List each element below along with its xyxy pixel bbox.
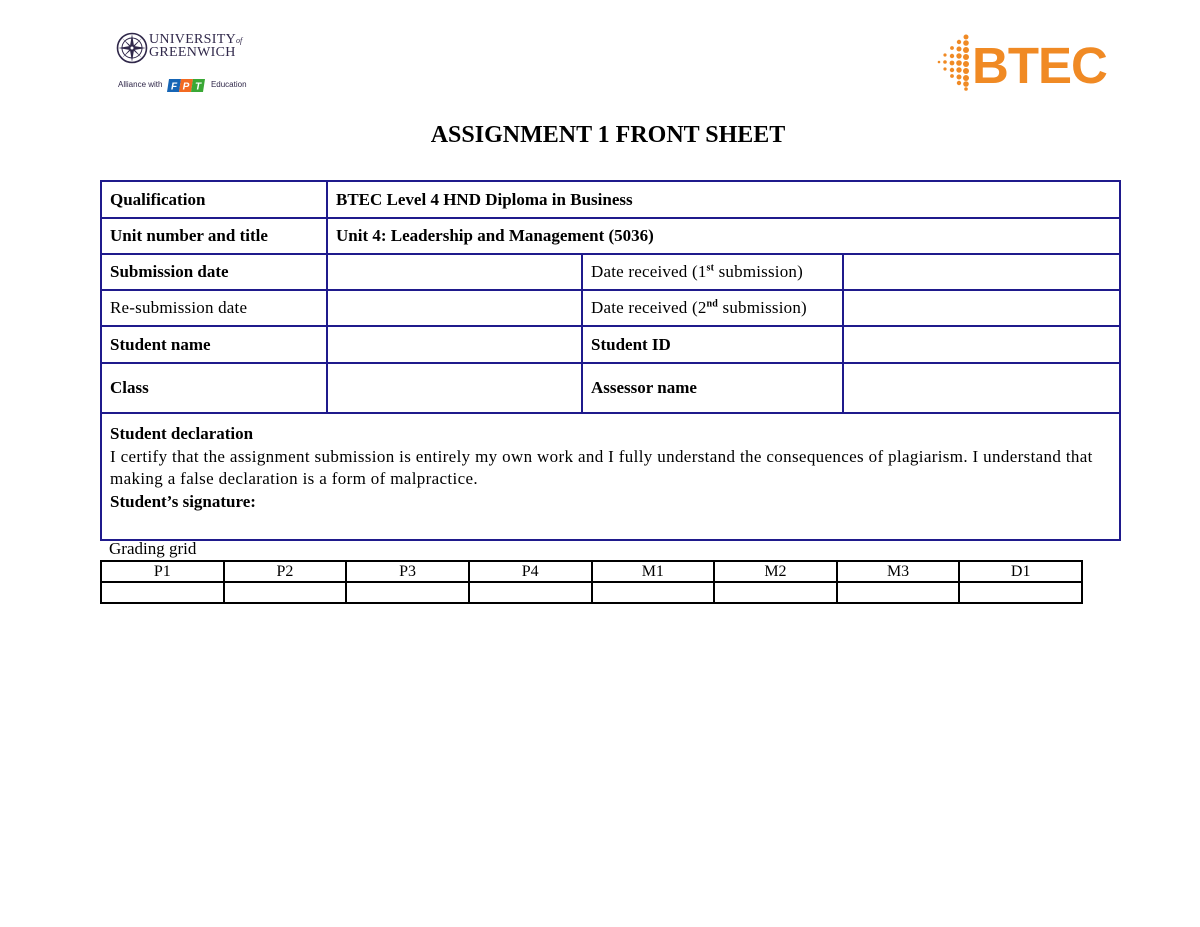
grade-header-p2: P2: [224, 561, 347, 582]
svg-text:P: P: [182, 81, 190, 92]
submission-date-field[interactable]: [327, 254, 582, 290]
grade-header-m2: M2: [714, 561, 837, 582]
fpt-logo-icon: [166, 78, 208, 93]
grade-cell-m2[interactable]: [714, 582, 837, 603]
declaration-row: [101, 413, 1120, 540]
student-name-field[interactable]: [327, 326, 582, 363]
alliance-with-fpt: Alliance with F P T Education: [118, 77, 247, 93]
grade-header-p1: P1: [101, 561, 224, 582]
student-name-label: Student name: [101, 326, 327, 363]
unit-label: Unit number and title: [101, 218, 327, 254]
grade-cell-m1[interactable]: [592, 582, 715, 603]
class-field[interactable]: [327, 363, 582, 413]
unit-row: [101, 218, 1120, 254]
grade-cell-d1[interactable]: [959, 582, 1082, 603]
unit-value: Unit 4: Leadership and Management (5036): [327, 218, 1120, 254]
qualification-label: Qualification: [101, 181, 327, 218]
grade-header-m3: M3: [837, 561, 960, 582]
submission-date-label: Submission date: [101, 254, 327, 290]
student-id-field[interactable]: [843, 326, 1120, 363]
grade-cell-p2[interactable]: [224, 582, 347, 603]
assessor-name-label: Assessor name: [582, 363, 843, 413]
qualification-row: [101, 181, 1120, 218]
svg-text:T: T: [194, 81, 201, 92]
qualification-value: BTEC Level 4 HND Diploma in Business: [327, 181, 1120, 218]
grade-header-p3: P3: [346, 561, 469, 582]
compass-crest-icon: [116, 32, 148, 64]
declaration-title: Student declaration: [110, 424, 254, 443]
signature-label: Student’s signature:: [110, 491, 256, 511]
university-name: UNIVERSITYof GREENWICH: [149, 32, 243, 60]
btec-dot-pattern-icon: [938, 35, 969, 91]
student-row: [101, 326, 1120, 363]
grading-value-row: [101, 582, 1082, 603]
resubmission-date-field[interactable]: [327, 290, 582, 326]
grade-cell-m3[interactable]: [837, 582, 960, 603]
page-title: ASSIGNMENT 1 FRONT SHEET: [430, 122, 786, 148]
date-received-1-field[interactable]: [843, 254, 1120, 290]
date-received-1-label: Date received (1st submission): [582, 254, 843, 290]
declaration-text: I certify that the assignment submission is entirely my own work and I fully understand the consequences of plagiarism. I understand that making a false declaration is a form of malpractice.: [110, 446, 1093, 488]
resubmission-row: [101, 290, 1120, 326]
submission-row: [101, 254, 1120, 290]
grade-cell-p3[interactable]: [346, 582, 469, 603]
svg-text:F: F: [170, 81, 177, 92]
grade-header-p4: P4: [469, 561, 592, 582]
front-sheet-table: [100, 180, 1121, 541]
date-received-2-field[interactable]: [843, 290, 1120, 326]
grade-cell-p1[interactable]: [101, 582, 224, 603]
resubmission-date-label: Re-submission date: [101, 290, 327, 326]
grading-grid-label: Grading grid: [109, 539, 197, 558]
class-label: Class: [101, 363, 327, 413]
btec-logo-text: BTEC: [972, 37, 1107, 91]
btec-logo: [935, 33, 1120, 91]
grade-header-d1: D1: [959, 561, 1082, 582]
date-received-2-label: Date received (2nd submission): [582, 290, 843, 326]
grading-grid-table: [100, 560, 1083, 604]
student-declaration: [101, 413, 1120, 540]
student-id-label: Student ID: [582, 326, 843, 363]
grading-header-row: [101, 561, 1082, 582]
grade-cell-p4[interactable]: [469, 582, 592, 603]
class-row: [101, 363, 1120, 413]
university-of-greenwich-logo: [116, 32, 246, 94]
grade-header-m1: M1: [592, 561, 715, 582]
assessor-name-field[interactable]: [843, 363, 1120, 413]
